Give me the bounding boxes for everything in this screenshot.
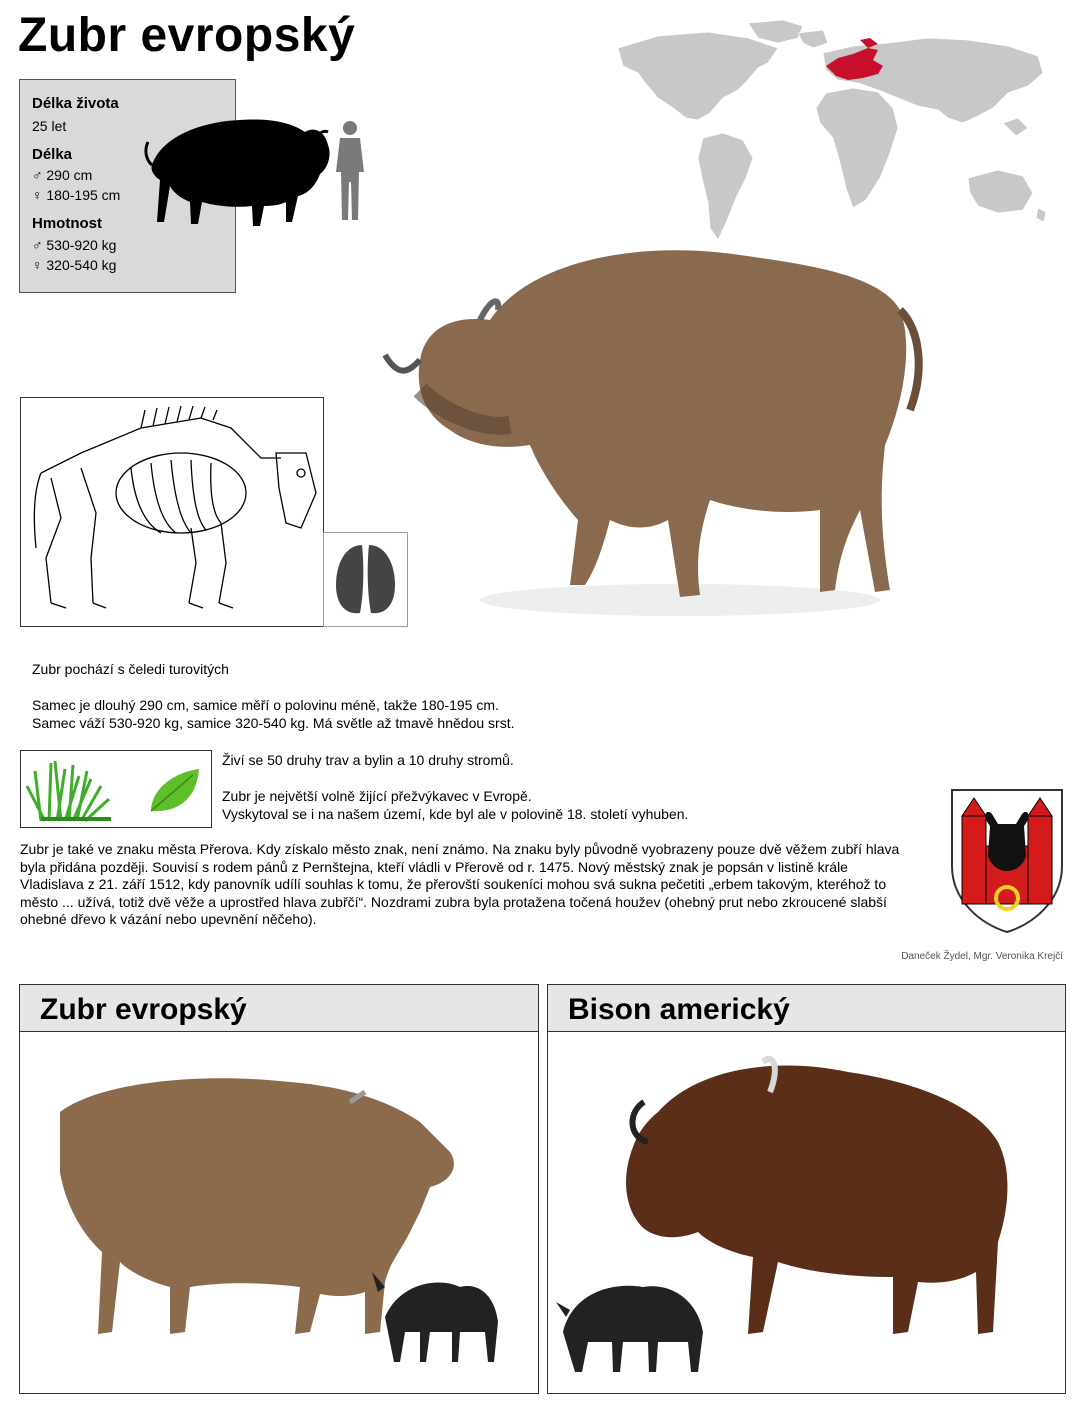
european-bison-photo: [380, 230, 925, 635]
largest-text-1: Zubr je největší volně žijící přežvýkavec v Evropě.: [222, 788, 532, 804]
largest-text-2: Vyskytoval se i na našem území, kde byl ale v polovině 18. století vyhuben.: [222, 806, 689, 822]
skeleton-drawing: [20, 397, 324, 627]
weight-label: Hmotnost: [32, 215, 102, 232]
length-label: Délka: [32, 146, 73, 163]
panel-title-european: Zubr evropský: [40, 993, 247, 1026]
hoof-track: [323, 532, 408, 627]
prerov-coat-of-arms-icon: [948, 786, 1066, 934]
size-text-1: Samec je dlouhý 290 cm, samice měří o polovinu méně, takže 180-195 cm.: [32, 697, 499, 713]
european-bison-side-photo: [20, 1032, 538, 1392]
panel-header: [20, 985, 538, 1032]
prerov-text: Zubr je také ve znaku města Přerova. Kdy získalo město znak, není známo. Na znaku byly původně vyobrazeny pouze dvě věžem zubří hlava byla přidána později. Souvisí s rodem pánů z Pernštejna, kteří vládli v Přerově od r. 1475. Nový městský znak je popsán v listině krále Vladislava z 21. září 1512, kdy panovník udílí souhlas k tomu, že přerovští soukeníci mohou svá sukna pečetiti „erbem takovým, kteréhož to město ... užívá, totiž dvě věže a uprostřed hlava zubřčí“. Nozdrami zubra byla protažena točená houžev (ohebný prut nebo zkroucené slabší ohebné dřevo k vázání nebo upevnění něčeho).: [20, 841, 900, 927]
bison-skeleton-icon: [21, 398, 323, 626]
length-male: ♂ 290 cm: [32, 167, 93, 183]
world-map: [598, 18, 1068, 248]
lifespan-value: 25 let: [32, 118, 67, 134]
bison-human-silhouette-icon: [140, 110, 380, 235]
lifespan-label: Délka života: [32, 95, 119, 112]
grass-leaf-icon: [21, 751, 211, 827]
page-title: Zubr evropský: [18, 9, 356, 62]
weight-male: ♂ 530-920 kg: [32, 237, 117, 253]
panel-header: [548, 985, 1065, 1032]
length-female: ♀ 180-195 cm: [32, 187, 121, 203]
family-text: Zubr pochází s čeledi turovitých: [32, 661, 229, 677]
diet-text: Živí se 50 druhy trav a bylin a 10 druhy stromů.: [222, 752, 514, 768]
diet-image: [20, 750, 212, 828]
size-text-2: Samec váží 530-920 kg, samice 320-540 kg. Má světle až tmavě hnědou srst.: [32, 715, 515, 731]
panel-american-bison: [547, 984, 1066, 1394]
credit-text: Daneček Žydel, Mgr. Veronika Krejčí: [901, 951, 1063, 962]
hoof-print-icon: [324, 533, 407, 626]
american-bison-photo: [548, 1032, 1065, 1392]
weight-female: ♀ 320-540 kg: [32, 257, 117, 273]
panel-european-bison: [19, 984, 539, 1394]
panel-title-american: Bison americký: [568, 993, 790, 1026]
